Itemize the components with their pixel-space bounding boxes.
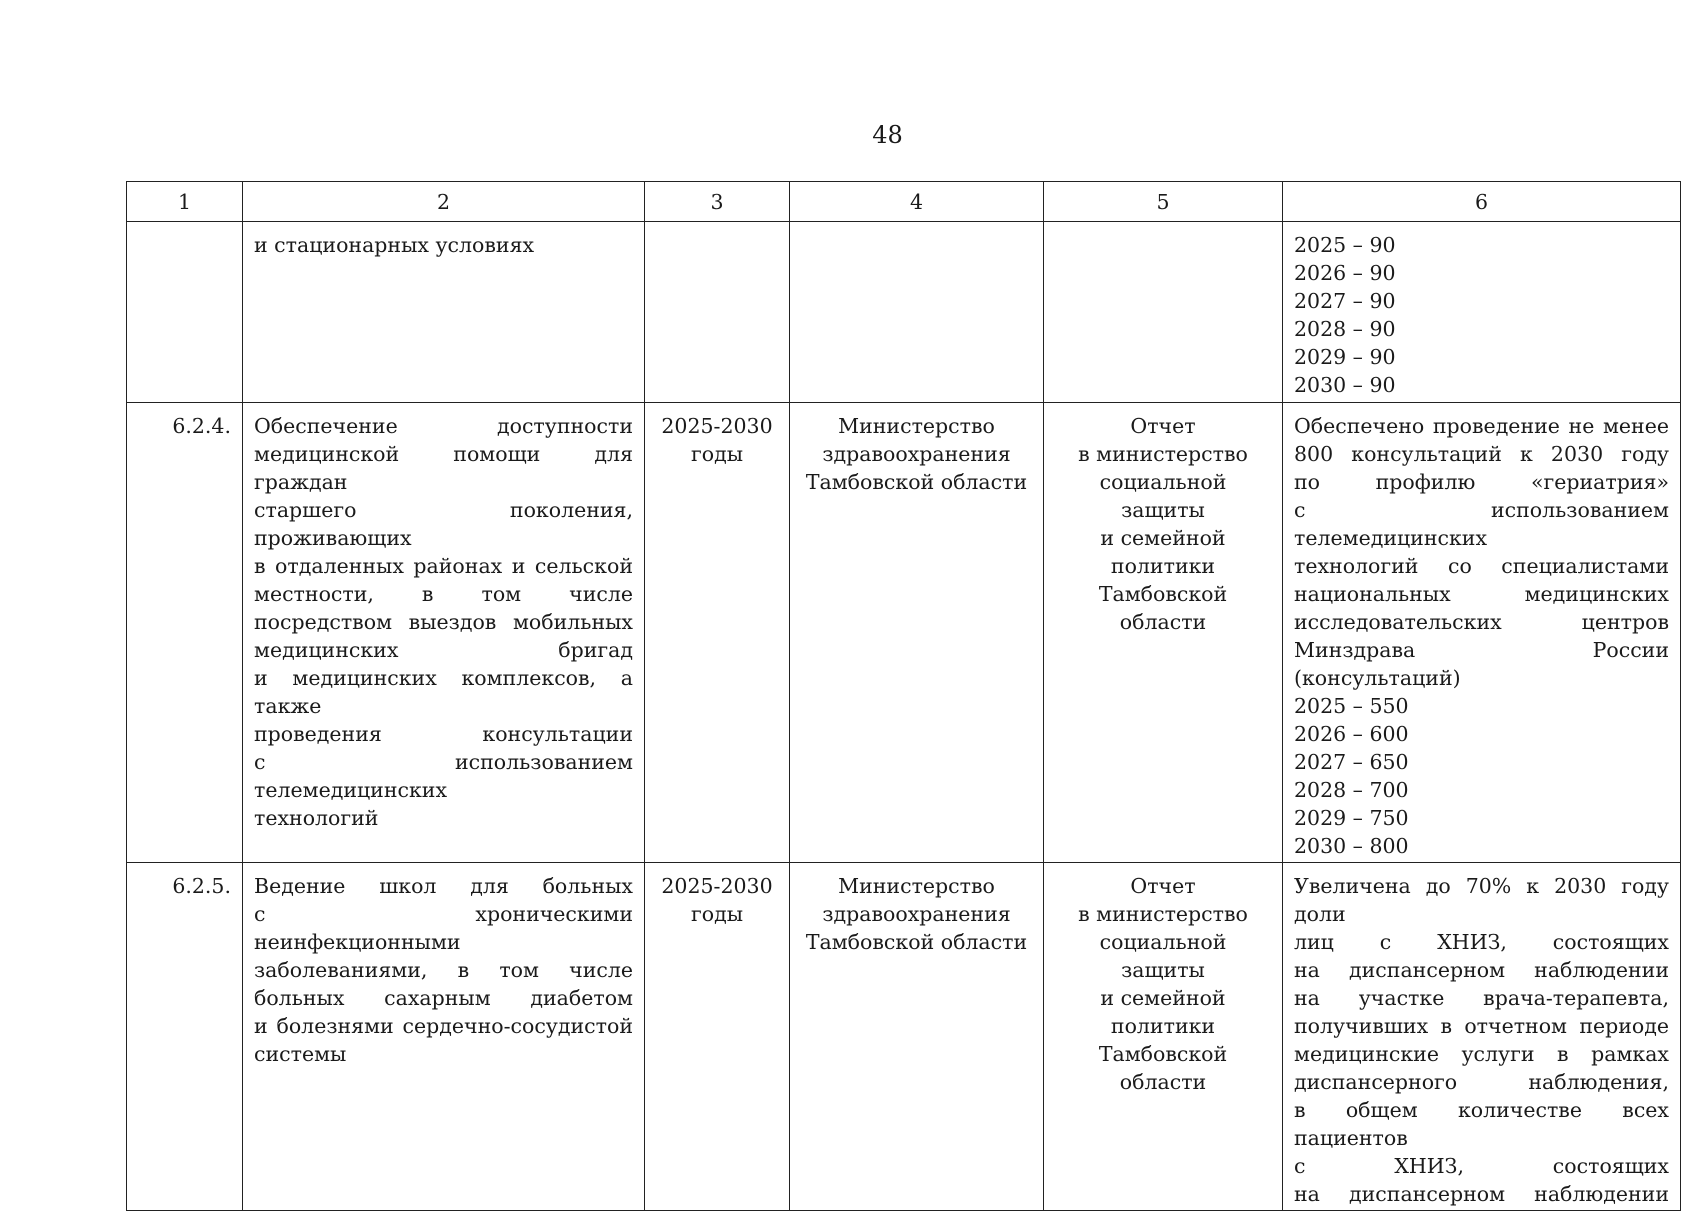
header-cell-2: 2 bbox=[243, 182, 645, 222]
report-line: социальной защиты bbox=[1099, 930, 1227, 982]
measure-line: в отдаленных районах и сельской bbox=[254, 554, 633, 578]
report-cell bbox=[1044, 222, 1283, 403]
report-cell bbox=[1044, 403, 1283, 863]
report-cell bbox=[1044, 863, 1283, 1211]
measure-number: 6.2.4. bbox=[127, 403, 243, 863]
result-line: технологий со специалистами bbox=[1294, 554, 1669, 578]
executor-line: Министерство bbox=[838, 414, 995, 438]
header-cell-1: 1 bbox=[127, 182, 243, 222]
result-line: с использованием телемедицинских bbox=[1294, 498, 1669, 550]
measure-line: медицинских бригад bbox=[254, 638, 633, 662]
measure-description bbox=[243, 403, 645, 863]
result-value: 2026 – 90 bbox=[1294, 261, 1396, 285]
report-line: политики bbox=[1110, 1014, 1216, 1038]
measure-line: заболеваниями, в том числе bbox=[254, 958, 633, 982]
report-line: и семейной bbox=[1100, 986, 1226, 1010]
result-value: 2027 – 90 bbox=[1294, 289, 1396, 313]
measure-line: проведения консультации bbox=[254, 722, 633, 746]
result-line: медицинские услуги в рамках bbox=[1294, 1042, 1669, 1066]
result-line: лиц с ХНИЗ, состоящих bbox=[1294, 930, 1669, 954]
period-cell bbox=[645, 403, 790, 863]
result-line: получивших в отчетном периоде bbox=[1294, 1014, 1669, 1038]
report-line: Отчет bbox=[1130, 414, 1196, 438]
result-line: на диспансерном наблюдении bbox=[1294, 1182, 1669, 1206]
report-line: социальной защиты bbox=[1099, 470, 1227, 522]
measure-line: и стационарных условиях bbox=[254, 233, 535, 257]
report-line: в министерство bbox=[1078, 442, 1248, 466]
result-value: 2028 – 700 bbox=[1294, 778, 1409, 802]
period-line: 2025-2030 bbox=[661, 874, 773, 898]
result-line: диспансерного наблюдения, bbox=[1294, 1070, 1669, 1094]
result-line: в общем количестве всех пациентов bbox=[1294, 1098, 1669, 1150]
measure-line: с использованием телемедицинских bbox=[254, 750, 633, 802]
measure-line: технологий bbox=[254, 806, 379, 830]
measure-line: больных сахарным диабетом bbox=[254, 986, 633, 1010]
result-value: 2029 – 750 bbox=[1294, 806, 1409, 830]
period-cell bbox=[645, 222, 790, 403]
measure-line: с хроническими неинфекционными bbox=[254, 902, 633, 954]
result-line: с ХНИЗ, состоящих bbox=[1294, 1154, 1669, 1178]
result-value: 2027 – 650 bbox=[1294, 750, 1409, 774]
measure-line: и болезнями сердечно-сосудистой bbox=[254, 1014, 633, 1038]
result-value: 2026 – 600 bbox=[1294, 722, 1409, 746]
header-row bbox=[127, 182, 1681, 222]
measure-line: местности, в том числе bbox=[254, 582, 633, 606]
result-line: на диспансерном наблюдении bbox=[1294, 958, 1669, 982]
result-cell bbox=[1283, 863, 1681, 1211]
measure-description bbox=[243, 863, 645, 1211]
result-value: 2030 – 90 bbox=[1294, 373, 1396, 397]
measure-number bbox=[127, 222, 243, 403]
result-line: Обеспечено проведение не менее bbox=[1294, 414, 1669, 438]
report-line: политики bbox=[1110, 554, 1216, 578]
result-cell bbox=[1283, 403, 1681, 863]
measures-table bbox=[126, 181, 1681, 1211]
executor-cell bbox=[790, 222, 1044, 403]
result-line: Минздрава России (консультаций) bbox=[1294, 638, 1669, 690]
result-value: 2029 – 90 bbox=[1294, 345, 1396, 369]
measure-line: и медицинских комплексов, а также bbox=[254, 666, 633, 718]
executor-line: Тамбовской области bbox=[805, 470, 1028, 494]
executor-cell bbox=[790, 863, 1044, 1211]
period-line: 2025-2030 bbox=[661, 414, 773, 438]
period-cell bbox=[645, 863, 790, 1211]
report-line: и семейной bbox=[1100, 526, 1226, 550]
report-line: Тамбовской области bbox=[1098, 1042, 1228, 1094]
result-line: Увеличена до 70% к 2030 году доли bbox=[1294, 874, 1669, 926]
measure-line: Ведение школ для больных bbox=[254, 874, 633, 898]
result-value: 2025 – 90 bbox=[1294, 233, 1396, 257]
executor-line: здравоохранения bbox=[822, 442, 1011, 466]
measure-number: 6.2.5. bbox=[127, 863, 243, 1211]
period-line: годы bbox=[690, 442, 744, 466]
result-value: 2025 – 550 bbox=[1294, 694, 1409, 718]
measure-line: медицинской помощи для граждан bbox=[254, 442, 633, 494]
result-value: 2028 – 90 bbox=[1294, 317, 1396, 341]
executor-line: Тамбовской области bbox=[805, 930, 1028, 954]
header-cell-6: 6 bbox=[1283, 182, 1681, 222]
result-line: 800 консультаций к 2030 году bbox=[1294, 442, 1669, 466]
executor-line: Министерство bbox=[838, 874, 995, 898]
report-line: Тамбовской области bbox=[1098, 582, 1228, 634]
result-line: национальных медицинских bbox=[1294, 582, 1669, 606]
header-cell-3: 3 bbox=[645, 182, 790, 222]
measure-line: посредством выездов мобильных bbox=[254, 610, 633, 634]
table-row bbox=[127, 403, 1681, 863]
executor-line: здравоохранения bbox=[822, 902, 1011, 926]
table-row bbox=[127, 222, 1681, 403]
result-value: 2030 – 800 bbox=[1294, 834, 1409, 858]
executor-cell bbox=[790, 403, 1044, 863]
measure-line: системы bbox=[254, 1042, 347, 1066]
measure-line: Обеспечение доступности bbox=[254, 414, 633, 438]
result-line: на участке врача-терапевта, bbox=[1294, 986, 1669, 1010]
report-line: в министерство bbox=[1078, 902, 1248, 926]
header-cell-5: 5 bbox=[1044, 182, 1283, 222]
table-row bbox=[127, 863, 1681, 1211]
header-cell-4: 4 bbox=[790, 182, 1044, 222]
result-line: исследовательских центров bbox=[1294, 610, 1669, 634]
measure-description bbox=[243, 222, 645, 403]
report-line: Отчет bbox=[1130, 874, 1196, 898]
page-number: 48 bbox=[872, 121, 903, 149]
result-cell bbox=[1283, 222, 1681, 403]
period-line: годы bbox=[690, 902, 744, 926]
measure-line: старшего поколения, проживающих bbox=[254, 498, 633, 550]
result-line: по профилю «гериатрия» bbox=[1294, 470, 1669, 494]
